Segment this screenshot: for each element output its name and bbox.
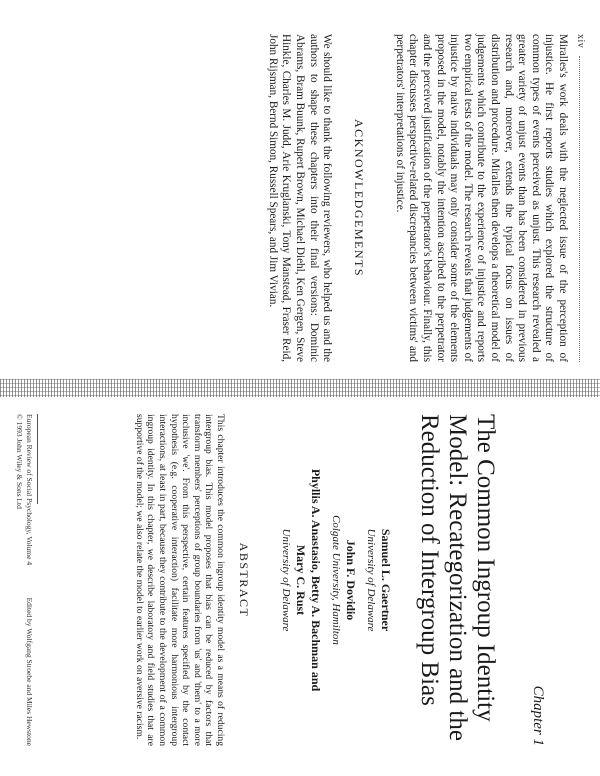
author-affiliation: University of Delaware: [280, 528, 292, 632]
page-number: xiv: [575, 34, 586, 49]
author-affiliation: University of Delaware: [365, 528, 377, 632]
right-page: [0, 388, 600, 776]
author-name: Mary C. Rust: [294, 544, 308, 616]
author-name: Samuel L. Gaertner: [379, 528, 393, 632]
chapter-label: Chapter 1: [530, 685, 546, 746]
publication-footnote: [14, 414, 38, 746]
footnote-rule: [37, 414, 38, 504]
journal-citation: European Review of Social Psychology, Volume 4: [25, 414, 34, 566]
intro-paragraph: Miralles's work deals with the neglected issue of the perception of injustice. He first reports studies which explored the structure of common types of events perceived as unjust. This research revealed a greater variety of unjust events than has been considered in previous research and, moreover, extends the typical focus on issues of distribution and procedure. Miralles then develops a theoretical model of judgements which contribute to the experience of injustice and reports two empirical tests of the model. The research reveals that judgements of injustice by naive individuals may only consider some of the elements proposed in the model, notably the intention ascribed to the perpetrator and the perceived justification of the perpetrator's behaviour. Finally, this chapter discusses perspective-related discrepancies between victims' and perpetrators' interpretations of injustice.: [393, 34, 569, 362]
abstract-text: This chapter introduces the common ingroup identity model as a means of reducing intergroup bias. This model proposes that bias can be reduced by factors that transform members' perceptions of group boundaries from 'us' and 'them' to a more inclusive 'we'. From this perspective, certain features specified by the contact hypothesis (e.g. cooperative interaction) facilitate more harmonious intergroup interactions, at least in part, because they contribute to the development of a common ingroup identity. In this chapter, we describe laboratory and field studies that are supportive of the model; we also relate the model to earlier work on aversive racism.: [133, 414, 226, 746]
author-name: John F. Dovidio: [344, 539, 358, 621]
copyright-line: © 1993 John Wiley & Sons Ltd: [15, 414, 24, 509]
running-head-rule: [579, 56, 586, 362]
acknowledgements-heading: ACKNOWLEDGEMENTS: [352, 119, 367, 277]
chapter-title: The Common Ingroup Identity Model: Recategorization and the Reduction of Intergroup Bias: [416, 414, 499, 741]
author-name: Phyllis A. Anastasio, Betty A. Bachman and: [309, 468, 323, 692]
abstract-heading: ABSTRACT: [237, 542, 251, 618]
editors-credit: Edited by Wolfgang Stroebe and Miles Hewstone: [25, 597, 34, 746]
acknowledgements-text: We should like to thank the following reviewers, who helped us and the authors to shape these chapters into their final versions: Dominic Abrams, Bram Buunk, Rupert Brown, Michael Diehl, Ken Gergen, Steve Hinkle, Charles M. Judd, Arie Kruglanski, Tony Manstead, Fraser Reid, John Rijsman, Bernd Simon, Russell Spears, and Jim Vivian.: [266, 34, 334, 362]
running-head: [575, 34, 586, 362]
author-affiliation: Colgate University, Hamilton: [330, 515, 342, 645]
